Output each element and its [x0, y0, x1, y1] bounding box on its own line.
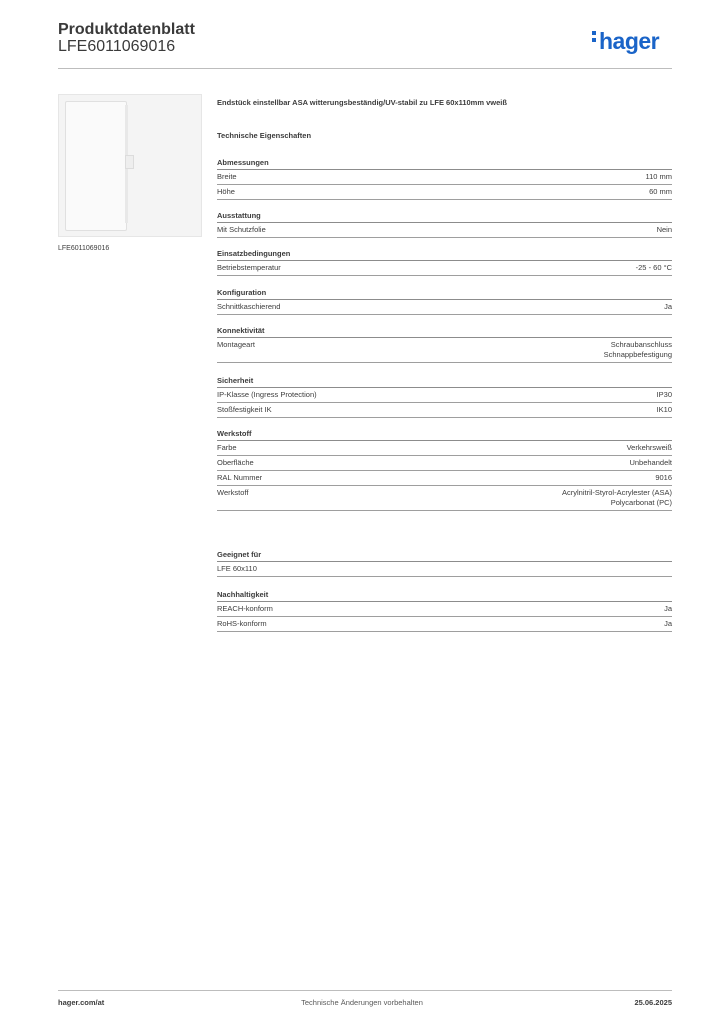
spec-section-title: Ausstattung — [217, 209, 672, 223]
spec-section — [217, 548, 672, 577]
spec-value-line: IK10 — [656, 405, 672, 414]
product-image — [58, 94, 202, 237]
spec-row — [217, 562, 672, 577]
spec-value-line: 60 mm — [649, 187, 672, 196]
spec-value — [636, 263, 672, 273]
spec-section — [217, 427, 672, 511]
spec-label: Höhe — [217, 187, 235, 196]
logo-dots-icon — [592, 31, 597, 45]
spec-value-line: IP30 — [656, 390, 672, 399]
logo-text: hager — [599, 28, 660, 54]
spec-value-line: Unbehandelt — [629, 458, 672, 467]
spec-section-title: Sicherheit — [217, 374, 672, 388]
spec-value-line: 9016 — [655, 473, 672, 482]
spec-label: Oberfläche — [217, 458, 254, 467]
spec-label: Farbe — [217, 443, 237, 452]
spec-label: Breite — [217, 172, 237, 181]
spec-value-line: 110 mm — [645, 172, 672, 181]
spec-value-line: Nein — [656, 225, 672, 234]
spec-row — [217, 261, 672, 276]
spec-row — [217, 170, 672, 185]
spec-value-line: Ja — [664, 604, 672, 613]
spec-label: Stoßfestigkeit IK — [217, 405, 272, 414]
spec-section — [217, 156, 672, 200]
spec-value — [657, 225, 672, 235]
spec-row — [217, 471, 672, 486]
spec-value-line: Ja — [664, 302, 672, 311]
spec-value-line: Acrylnitril-Styrol-Acrylester (ASA) — [561, 488, 672, 497]
spec-row — [217, 388, 672, 403]
footer-date: 25.06.2025 — [634, 998, 672, 1007]
spec-row — [217, 441, 672, 456]
spec-value — [655, 473, 672, 483]
product-image-caption: LFE6011069016 — [58, 245, 110, 252]
spec-section-title: Geeignet für — [217, 548, 672, 562]
tech-properties-title: Technische Eigenschaften — [217, 131, 312, 140]
spec-row — [217, 338, 672, 363]
spec-section-title: Einsatzbedingungen — [217, 247, 672, 261]
spec-row — [217, 403, 672, 418]
document-title: Produktdatenblatt — [58, 21, 195, 38]
spec-value — [657, 405, 672, 415]
product-image-body — [65, 101, 127, 231]
spec-value — [664, 619, 672, 629]
spec-value — [604, 340, 672, 360]
hager-logo — [592, 28, 659, 55]
spec-row — [217, 602, 672, 617]
spec-value — [645, 172, 672, 182]
spec-value-line: Schnappbefestigung — [603, 350, 672, 359]
footer-disclaimer: Technische Änderungen vorbehalten — [301, 998, 423, 1007]
spec-value — [657, 390, 672, 400]
spec-section — [217, 209, 672, 238]
spec-section-title: Konfiguration — [217, 286, 672, 300]
spec-section-title: Abmessungen — [217, 156, 672, 170]
spec-value — [629, 458, 672, 468]
product-heading: Endstück einstellbar ASA witterungsbeständig/UV-stabil zu LFE 60x110mm vweiß — [217, 98, 507, 107]
spec-row — [217, 456, 672, 471]
spec-label: REACH-konform — [217, 604, 273, 613]
spec-value — [562, 488, 672, 508]
spec-row — [217, 223, 672, 238]
header-divider — [58, 68, 672, 69]
spec-value-line: Verkehrsweiß — [626, 443, 672, 452]
spec-value-line: Polycarbonat (PC) — [610, 498, 672, 507]
spec-row — [217, 300, 672, 315]
spec-section — [217, 588, 672, 632]
spec-label: IP-Klasse (Ingress Protection) — [217, 390, 317, 399]
spec-label: Montageart — [217, 340, 255, 349]
spec-section-title: Konnektivität — [217, 324, 672, 338]
document-subtitle: LFE6011069016 — [58, 38, 176, 55]
spec-section-title: Werkstoff — [217, 427, 672, 441]
spec-label: Schnittkaschierend — [217, 302, 281, 311]
spec-label: Mit Schutzfolie — [217, 225, 266, 234]
spec-row — [217, 617, 672, 632]
footer-website: hager.com/at — [58, 998, 105, 1007]
spec-label: RAL Nummer — [217, 473, 263, 482]
spec-label: Werkstoff — [217, 488, 249, 497]
spec-section — [217, 286, 672, 315]
spec-row — [217, 185, 672, 200]
spec-label: LFE 60x110 — [217, 564, 257, 573]
spec-value-line: Schraubanschluss — [610, 340, 672, 349]
spec-section-title: Nachhaltigkeit — [217, 588, 672, 602]
footer-divider — [58, 990, 672, 991]
spec-row — [217, 486, 672, 511]
spec-value — [627, 443, 672, 453]
spec-label: RoHS-konform — [217, 619, 267, 628]
spec-value — [664, 604, 672, 614]
spec-section — [217, 324, 672, 363]
spec-label: Betriebstemperatur — [217, 263, 281, 272]
spec-value — [649, 187, 672, 197]
spec-value-line: Ja — [664, 619, 672, 628]
product-image-notch — [125, 155, 134, 169]
spec-value — [664, 302, 672, 312]
spec-value-line: -25 - 60 °C — [635, 263, 672, 272]
spec-section — [217, 247, 672, 276]
spec-section — [217, 374, 672, 418]
